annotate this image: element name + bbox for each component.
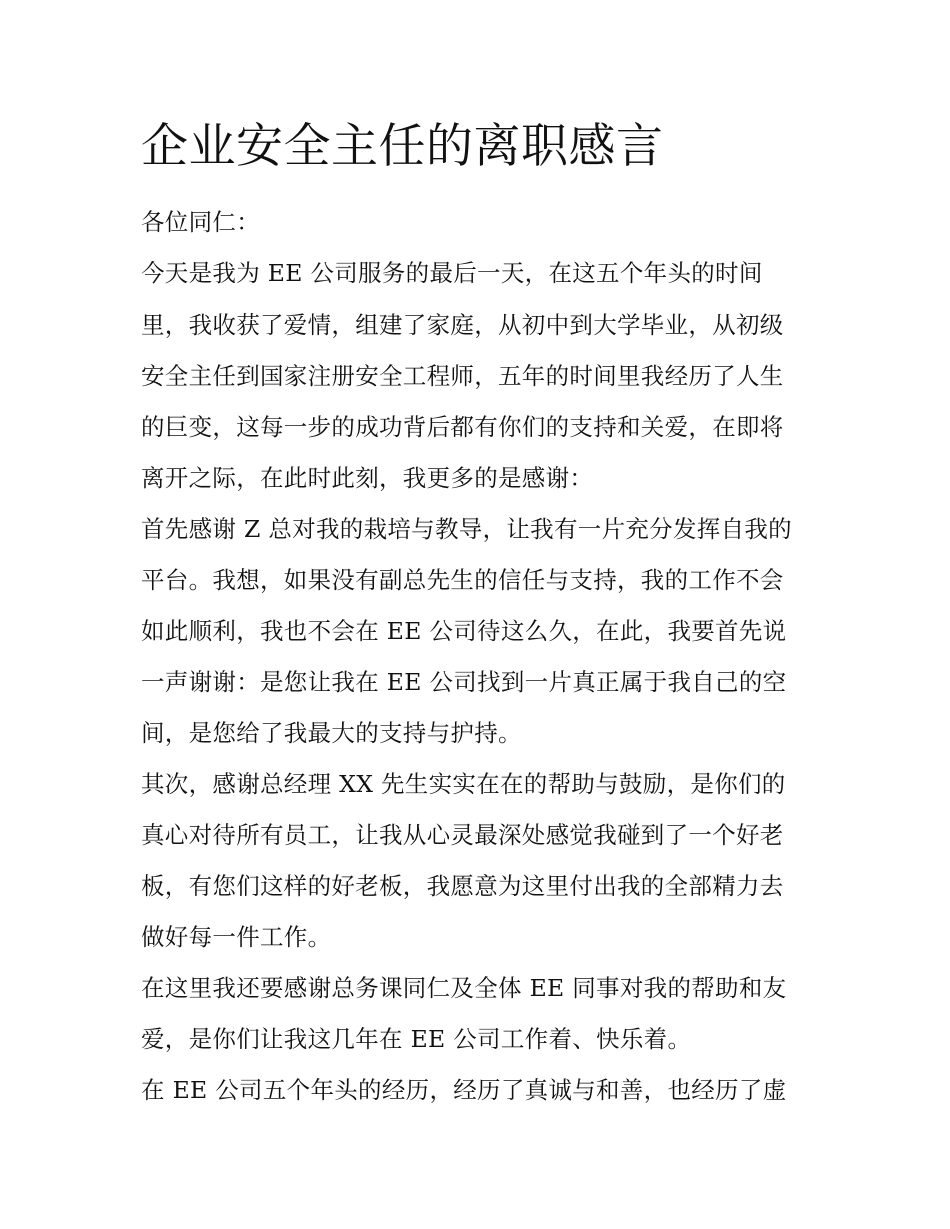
paragraph-line: 间，是您给了我最大的支持与护持。	[141, 719, 522, 747]
paragraph-line: 首先感谢 Z 总对我的栽培与教导，让我有一片充分发挥自我的	[141, 515, 792, 543]
paragraph-line: 如此顺利，我也不会在 EE 公司待这么久，在此，我要首先说	[141, 617, 787, 645]
paragraph-line: 在 EE 公司五个年头的经历，经历了真诚与和善，也经历了虚	[141, 1076, 787, 1104]
paragraph-line: 今天是我为 EE 公司服务的最后一天，在这五个年头的时间	[141, 259, 763, 287]
paragraph-line: 安全主任到国家注册安全工程师，五年的时间里我经历了人生	[141, 362, 784, 390]
paragraph-line: 其次，感谢总经理 XX 先生实实在在的帮助与鼓励，是你们的	[141, 770, 786, 798]
paragraph-line: 做好每一件工作。	[141, 923, 332, 951]
paragraph-line: 离开之际，在此时此刻，我更多的是感谢：	[141, 464, 594, 492]
document-title: 企业安全主任的离职感言	[141, 119, 664, 174]
paragraph-line: 板，有您们这样的好老板，我愿意为这里付出我的全部精力去	[141, 872, 784, 900]
paragraph-line: 一声谢谢：是您让我在 EE 公司找到一片真正属于我自己的空	[141, 668, 787, 696]
paragraph-line: 爱，是你们让我这几年在 EE 公司工作着、快乐着。	[141, 1025, 692, 1053]
paragraph-line: 的巨变，这每一步的成功背后都有你们的支持和关爱，在即将	[141, 413, 784, 441]
paragraph-line: 里，我收获了爱情，组建了家庭，从初中到大学毕业，从初级	[141, 311, 784, 339]
paragraph-line: 平台。我想，如果没有副总先生的信任与支持，我的工作不会	[141, 566, 784, 594]
paragraph-line: 在这里我还要感谢总务课同仁及全体 EE 同事对我的帮助和友	[141, 974, 787, 1002]
paragraph-line: 真心对待所有员工，让我从心灵最深处感觉我碰到了一个好老	[141, 821, 784, 849]
salutation-line: 各位同仁：	[141, 208, 260, 236]
